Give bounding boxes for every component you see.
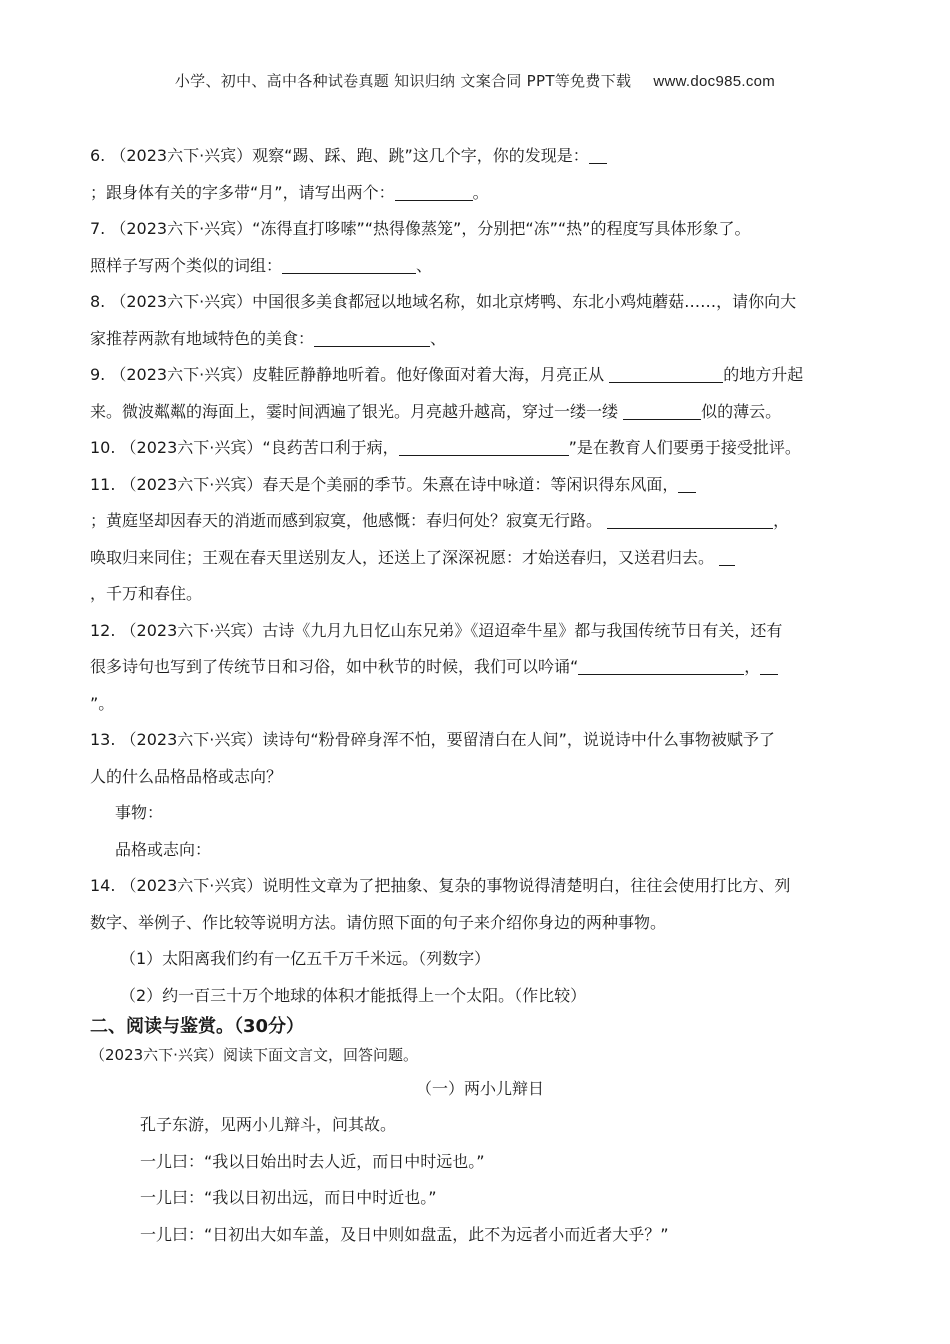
q11-text-a: 11. （2023六下·兴宾）春天是个美丽的季节。朱熹在诗中咏道：等闲识得东风面， [90, 474, 679, 494]
question-14-example-2 [90, 981, 870, 1018]
q13-text-a: 13. （2023六下·兴宾）读诗句“粉骨碎身浑不怕，要留清白在人间”，说说诗中什么事物被赋予了 [90, 730, 775, 749]
question-9-line-1 [90, 360, 870, 397]
q14-example-1-text: （1）太阳离我们约有一亿五千万千米远。（列数字） [120, 949, 491, 968]
q8-blank-1[interactable] [314, 328, 430, 347]
q7-text-b: 照样子写两个类似的词组： [90, 255, 283, 275]
q12-text-d: ”。 [90, 693, 115, 713]
q6-text-a: 6. （2023六下·兴宾）观察“踢、踩、跑、跳”这几个字，你的发现是： [90, 146, 589, 165]
question-8-line-1 [90, 287, 870, 324]
q14-example-2-text: （2）约一百三十万个地球的体积才能抵得上一个太阳。（作比较） [120, 985, 587, 1005]
question-13-quality-line [90, 835, 870, 872]
question-12-line-2 [90, 652, 870, 689]
exam-content [90, 141, 870, 1256]
passage-paragraph-3: 一儿曰：“我以日初出远，而日中时近也。” [140, 1188, 437, 1207]
question-7-line-2 [90, 251, 870, 288]
passage-paragraph-1: 孔子东游，见两小儿辩斗，问其故。 [140, 1115, 397, 1134]
q7-text-a: 7. （2023六下·兴宾）“冻得直打哆嗦”“热得像蒸笼”，分别把“冻”“热”的程度写具体形象了。 [90, 219, 751, 238]
q7-blank-1[interactable] [282, 255, 416, 274]
q6-blank-2[interactable] [395, 182, 473, 201]
q9-text-b: 的地方升起 [723, 365, 804, 384]
q14-text-b: 数字、举例子、作比较等说明方法。请仿照下面的句子来介绍你身边的两种事物。 [90, 912, 667, 932]
q7-text-c: 、 [416, 255, 433, 275]
question-13-line-1 [90, 725, 870, 762]
question-9-line-2 [90, 397, 870, 434]
question-11-line-2 [90, 506, 870, 543]
passage-paragraph-4: 一儿曰：“日初出大如车盖，及日中则如盘盂，此不为远者小而近者大乎？” [140, 1224, 669, 1244]
q12-blank-2[interactable] [760, 656, 778, 675]
question-6-line-1 [90, 141, 870, 178]
q11-blank-2[interactable] [607, 510, 773, 529]
q10-text-a: 10. （2023六下·兴宾）“良药苦口利于病， [90, 438, 399, 457]
question-11-line-4 [90, 579, 870, 616]
header-site: www.doc985.com [653, 73, 776, 90]
question-11-line-1 [90, 470, 870, 507]
question-14-line-1 [90, 871, 870, 908]
q6-text-c: 。 [472, 182, 489, 202]
q12-text-b: 很多诗句也写到了传统节日和习俗，如中秋节的时候，我们可以吟诵“ [90, 657, 579, 676]
q6-blank-1[interactable] [589, 145, 607, 164]
question-6-line-2 [90, 178, 870, 215]
question-14-line-2 [90, 908, 870, 945]
q11-text-e: ，千万和春住。 [90, 584, 203, 603]
question-13-line-2 [90, 762, 870, 799]
q6-text-b: ；跟身体有关的字多带“月”，请写出两个： [90, 182, 395, 202]
q12-blank-1[interactable] [578, 656, 744, 675]
q9-text-a: 9. （2023六下·兴宾）皮鞋匠静静地听着。他好像面对着大海，月亮正从 [90, 365, 610, 384]
question-8-line-2 [90, 324, 870, 361]
q14-text-a: 14. （2023六下·兴宾）说明性文章为了把抽象、复杂的事物说得清楚明白，往往会使用打比方、列 [90, 876, 791, 895]
q12-text-a: 12. （2023六下·兴宾）古诗《九月九日忆山东兄弟》《迢迢牵牛星》都与我国传统节日有关，还有 [90, 620, 783, 640]
question-7-line-1 [90, 214, 870, 251]
q8-text-c: 、 [430, 328, 447, 348]
q8-text-b: 家推荐两款有地域特色的美食： [90, 328, 315, 348]
page-header [0, 70, 950, 91]
q8-text-a: 8. （2023六下·兴宾）中国很多美食都冠以地域名称，如北京烤鸭、东北小鸡炖蘑菇……，请你向大 [90, 292, 797, 311]
q13-object-label: 事物： [115, 803, 164, 822]
section-2-intro: （2023六下·兴宾）阅读下面文言文，回答问题。 [90, 1046, 418, 1064]
q11-blank-3[interactable] [719, 547, 735, 566]
section-2-heading: 二、阅读与鉴赏。（30分） [90, 1016, 305, 1037]
q10-blank-1[interactable] [399, 437, 569, 456]
question-12-line-1 [90, 616, 870, 653]
question-12-line-3 [90, 689, 870, 726]
passage-title: （一）两小儿辩日 [415, 1079, 544, 1098]
question-10-line-1 [90, 433, 870, 470]
question-13-object-line [90, 798, 870, 835]
q11-text-b: ；黄庭坚却因春天的消逝而感到寂寞，他感慨：春归何处？寂寞无行路。 [90, 511, 608, 530]
q12-text-c: ， [744, 657, 761, 676]
q9-blank-1[interactable] [609, 364, 723, 383]
passage-paragraph-2: 一儿曰：“我以日始出时去人近，而日中时远也。” [140, 1151, 485, 1171]
q9-text-c: 来。微波粼粼的海面上，霎时间洒遍了银光。月亮越升越高，穿过一缕一缕 [90, 401, 624, 421]
q13-text-b: 人的什么品格品格或志向？ [90, 766, 283, 786]
q9-blank-2[interactable] [623, 401, 701, 420]
question-11-line-3 [90, 543, 870, 580]
header-text: 小学、初中、高中各种试卷真题 知识归纳 文案合同 PPT等免费下载 [174, 72, 632, 90]
q11-text-c: ， [773, 511, 790, 530]
q9-text-d: 似的薄云。 [701, 401, 782, 421]
q11-blank-1[interactable] [678, 474, 696, 493]
q10-text-b: ”是在教育人们要勇于接受批评。 [568, 438, 801, 457]
question-14-example-1 [90, 944, 870, 981]
q13-quality-label: 品格或志向： [115, 839, 212, 859]
q11-text-d: 唤取归来同住；王观在春天里送别友人，还送上了深深祝愿：才始送春归，又送君归去。 [90, 547, 720, 567]
